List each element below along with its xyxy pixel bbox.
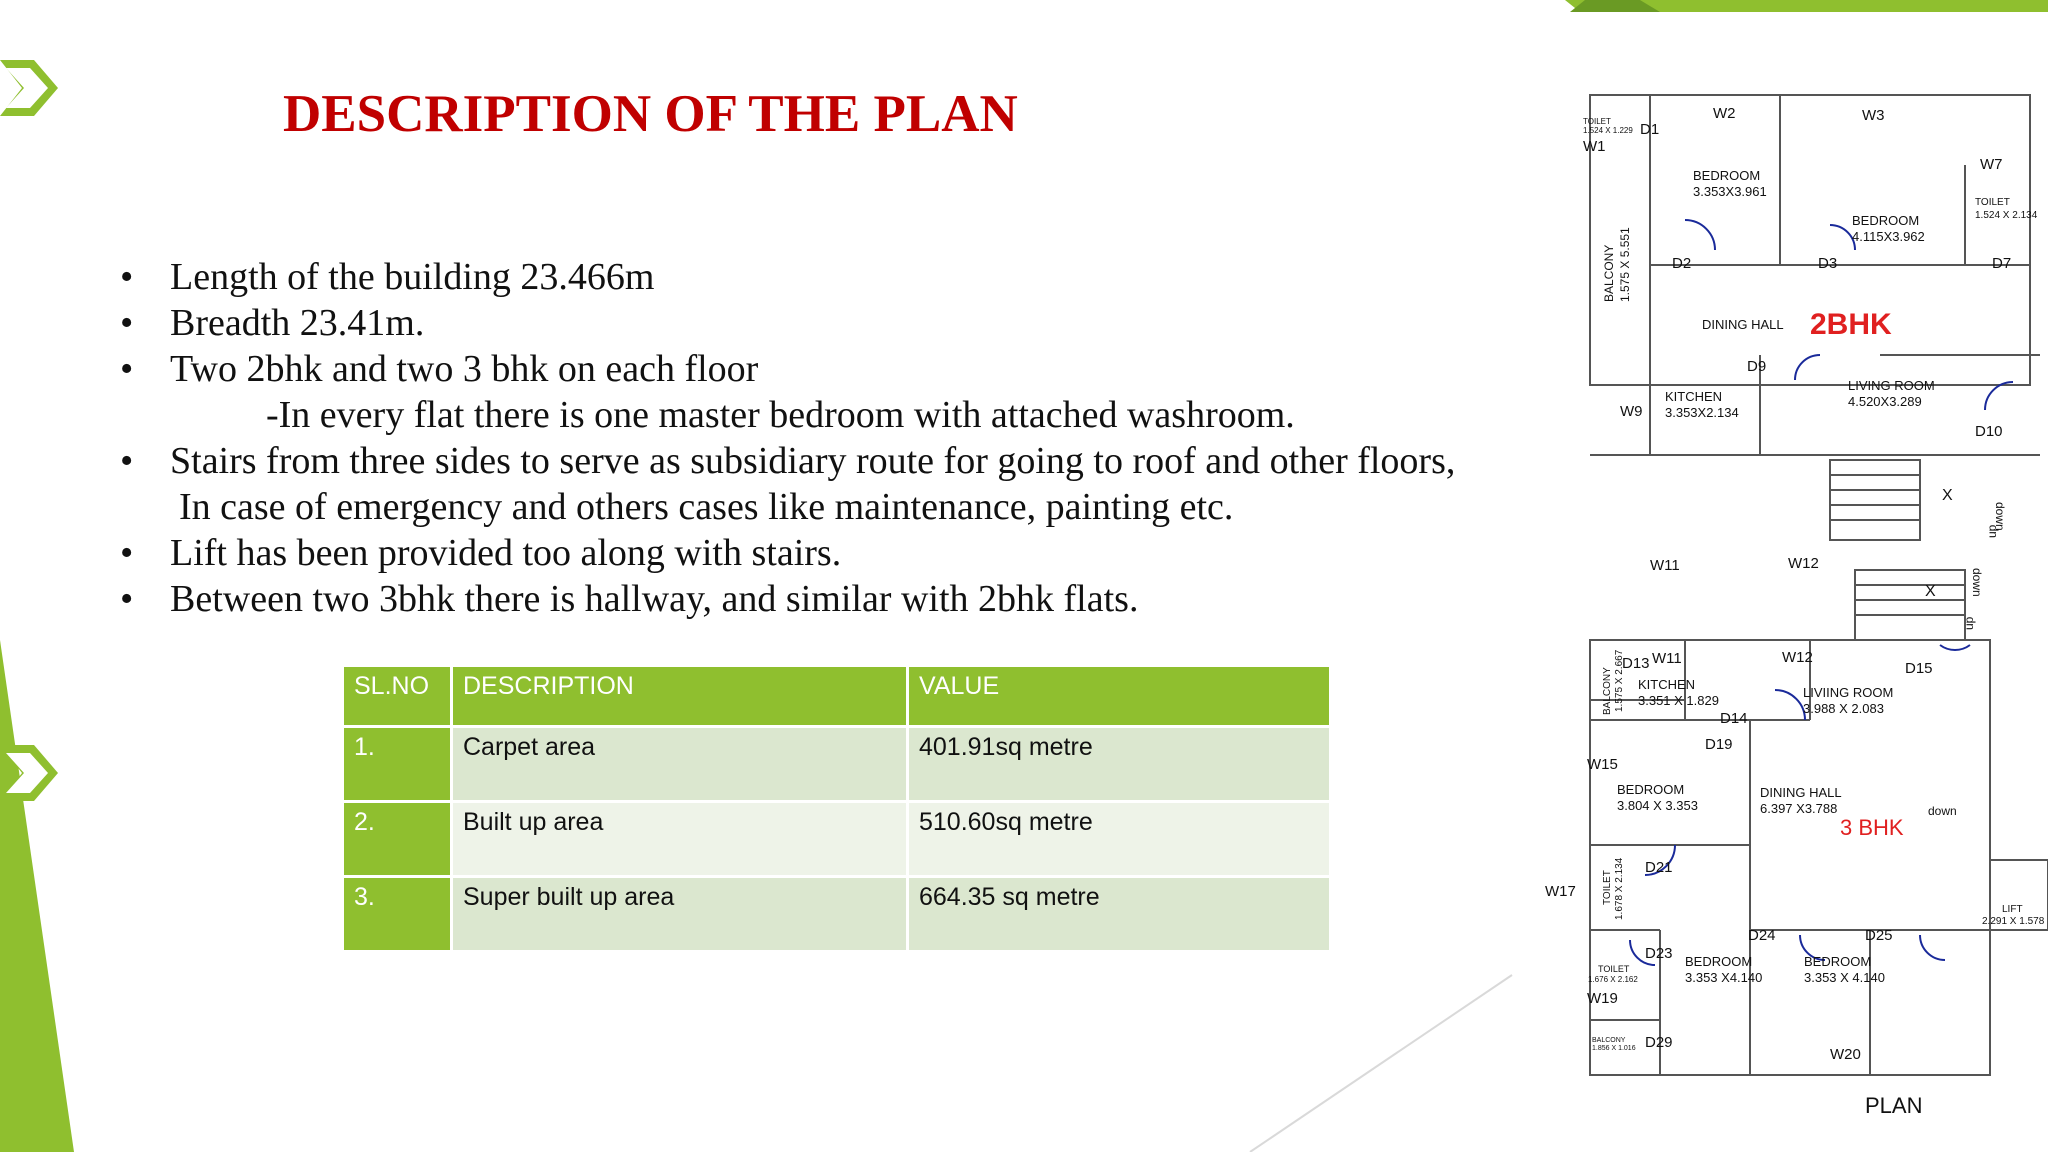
opening-label: W11 — [1650, 557, 1680, 574]
bullet-item — [118, 300, 1518, 346]
stair-up-label: up — [1985, 524, 1999, 538]
floor-plan-drawing — [1510, 0, 2048, 1152]
bullet-continuation — [118, 484, 1518, 530]
header-sl-no: SL.NO — [343, 666, 452, 727]
room-name: LIVING ROOM — [1848, 378, 1935, 393]
opening-label: W3 — [1862, 107, 1885, 124]
room-name: TOILET — [1598, 964, 1630, 974]
opening-label: D7 — [1992, 255, 2012, 272]
cell-description: Carpet area — [452, 727, 908, 802]
room-dims: 1.524 X 1.229 — [1583, 126, 1633, 135]
room-name: DINING HALL — [1760, 785, 1842, 800]
opening-label: W15 — [1587, 756, 1618, 773]
plan-caption: PLAN — [1865, 1093, 1923, 1118]
room-dims: 4.115X3.962 — [1852, 229, 1925, 244]
bullet-dot: • — [120, 440, 134, 482]
room-dims: 6.397 X3.788 — [1760, 801, 1838, 816]
stair-cross-label: X — [1942, 487, 1953, 504]
room-dims: 1.678 X 2.134 — [1614, 857, 1625, 920]
cell-sl-no: 1. — [343, 727, 452, 802]
opening-label: D14 — [1720, 710, 1748, 727]
bullet-dot: • — [120, 302, 134, 344]
bullet-text: Between two 3bhk there is hallway, and similar with 2bhk flats. — [170, 578, 1139, 620]
door-swing — [1940, 645, 1970, 650]
room-name: KITCHEN — [1665, 389, 1723, 404]
opening-label: D23 — [1645, 945, 1673, 962]
door-swing — [1685, 220, 1715, 250]
bullet-subtext: -In every flat there is one master bedroom with attached washroom. — [266, 394, 1295, 436]
opening-label: W11 — [1652, 650, 1682, 667]
bullet-dot: • — [120, 256, 134, 298]
opening-label: D9 — [1747, 358, 1767, 375]
room-dims: 3.353 X 4.140 — [1804, 970, 1885, 985]
opening-label: W12 — [1782, 649, 1813, 666]
cell-description: Built up area — [452, 802, 908, 877]
bullet-text: Lift has been provided too along with stairs. — [170, 532, 842, 574]
opening-label: W19 — [1587, 990, 1618, 1007]
room-dims: 4.520X3.289 — [1848, 394, 1922, 409]
cell-value: 510.60sq metre — [908, 802, 1331, 877]
door-swing — [1775, 690, 1805, 720]
opening-label: D29 — [1645, 1034, 1673, 1051]
cell-description: Super built up area — [452, 877, 908, 952]
room-name: BALCONY — [1592, 1037, 1626, 1044]
header-value: VALUE — [908, 666, 1331, 727]
opening-label: D24 — [1748, 927, 1776, 944]
room-dims: 1.575 X 2.667 — [1614, 649, 1625, 712]
door-swing — [1985, 382, 2013, 410]
bullet-dot: • — [120, 532, 134, 574]
room-dims: 1.524 X 2.134 — [1975, 210, 2038, 221]
room-dims: 3.353 X4.140 — [1685, 970, 1763, 985]
room-dims: 3.351 X 1.829 — [1638, 693, 1719, 708]
opening-label: D25 — [1865, 927, 1893, 944]
room-name: KITCHEN — [1638, 677, 1696, 692]
table-row — [343, 727, 1331, 802]
room-name: DINING HALL — [1702, 317, 1784, 332]
opening-label: W20 — [1830, 1046, 1861, 1063]
opening-label: W9 — [1620, 403, 1643, 420]
opening-label: D15 — [1905, 660, 1933, 677]
stair-down-label: down — [1993, 502, 2007, 531]
opening-label: D19 — [1705, 736, 1733, 753]
bullet-text: Breadth 23.41m. — [170, 302, 425, 344]
stair-block — [1830, 460, 1920, 540]
room-name: BALCONY — [1602, 244, 1616, 302]
bullet-dot: • — [120, 578, 134, 620]
bullet-subpoint — [118, 392, 1518, 438]
room-name: BEDROOM — [1617, 782, 1685, 797]
bullet-text: Two 2bhk and two 3 bhk on each floor — [170, 348, 759, 390]
slide-title: DESCRIPTION OF THE PLAN — [283, 85, 1018, 143]
room-dims: 3.353X3.961 — [1693, 184, 1767, 199]
room-dims: 1.575 X 5.551 — [1618, 227, 1632, 302]
room-name: TOILET — [1602, 870, 1613, 905]
room-name: BEDROOM — [1685, 954, 1753, 969]
stair-down-label: down — [1928, 804, 1957, 818]
room-dims: 1.676 X 2.162 — [1588, 975, 1638, 984]
bullet-item — [118, 254, 1518, 300]
diagonal-accent-line — [1250, 975, 1512, 1152]
opening-label: D1 — [1640, 121, 1660, 138]
cell-sl-no: 3. — [343, 877, 452, 952]
room-dims: 3.804 X 3.353 — [1617, 798, 1698, 813]
bullet-item — [118, 530, 1518, 576]
opening-label: D10 — [1975, 423, 2003, 440]
header-description: DESCRIPTION — [452, 666, 908, 727]
opening-label: W12 — [1788, 555, 1819, 572]
area-table — [341, 664, 1332, 953]
bullet-list — [118, 254, 1518, 622]
bullet-text: Length of the building 23.466m — [170, 256, 655, 298]
table-header-row — [343, 666, 1331, 727]
room-dims: 3.988 X 2.083 — [1803, 701, 1884, 716]
room-dims: 3.353X2.134 — [1665, 405, 1739, 420]
opening-label: D13 — [1622, 655, 1650, 672]
cell-value: 401.91sq metre — [908, 727, 1331, 802]
flat-label-3bhk: 3 BHK — [1840, 815, 1904, 840]
opening-label: W1 — [1583, 138, 1606, 155]
room-name: BALCONY — [1602, 667, 1613, 715]
room-name: TOILET — [1975, 197, 2010, 208]
cell-value: 664.35 sq metre — [908, 877, 1331, 952]
stair-up-label: up — [1962, 616, 1976, 630]
bullet-item — [118, 576, 1518, 622]
door-swing — [1920, 935, 1945, 960]
room-dims: 2.291 X 1.578 — [1982, 916, 2045, 927]
room-name: BEDROOM — [1804, 954, 1872, 969]
room-name: BEDROOM — [1852, 213, 1920, 228]
room-name: BEDROOM — [1693, 168, 1761, 183]
stair-block — [1855, 570, 1965, 640]
stair-down-label: down — [1970, 568, 1984, 597]
bullet-text: Stairs from three sides to serve as subsidiary route for going to roof and other floors, — [170, 440, 1456, 482]
room-name: LIFT — [2002, 904, 2023, 915]
table-row — [343, 802, 1331, 877]
opening-label: W2 — [1713, 105, 1736, 122]
bullet-item — [118, 438, 1518, 484]
opening-label: D21 — [1645, 859, 1673, 876]
left-green-band — [0, 640, 74, 1152]
flat-label-2bhk: 2BHK — [1810, 308, 1892, 341]
stair-cross-label: X — [1925, 583, 1936, 600]
opening-label: D3 — [1818, 255, 1838, 272]
cell-sl-no: 2. — [343, 802, 452, 877]
bullet-item — [118, 346, 1518, 392]
room-name: LIVIING ROOM — [1803, 685, 1894, 700]
room-dims: 1.856 X 1.016 — [1592, 1045, 1636, 1052]
table-row — [343, 877, 1331, 952]
room-name: TOILET — [1583, 117, 1611, 126]
bullet-dot: • — [120, 348, 134, 390]
opening-label: W17 — [1545, 883, 1576, 900]
door-swing — [1795, 355, 1820, 380]
bullet-continuation-text: In case of emergency and others cases like maintenance, painting etc. — [179, 486, 1234, 528]
opening-label: D2 — [1672, 255, 1692, 272]
opening-label: W7 — [1980, 156, 2003, 173]
